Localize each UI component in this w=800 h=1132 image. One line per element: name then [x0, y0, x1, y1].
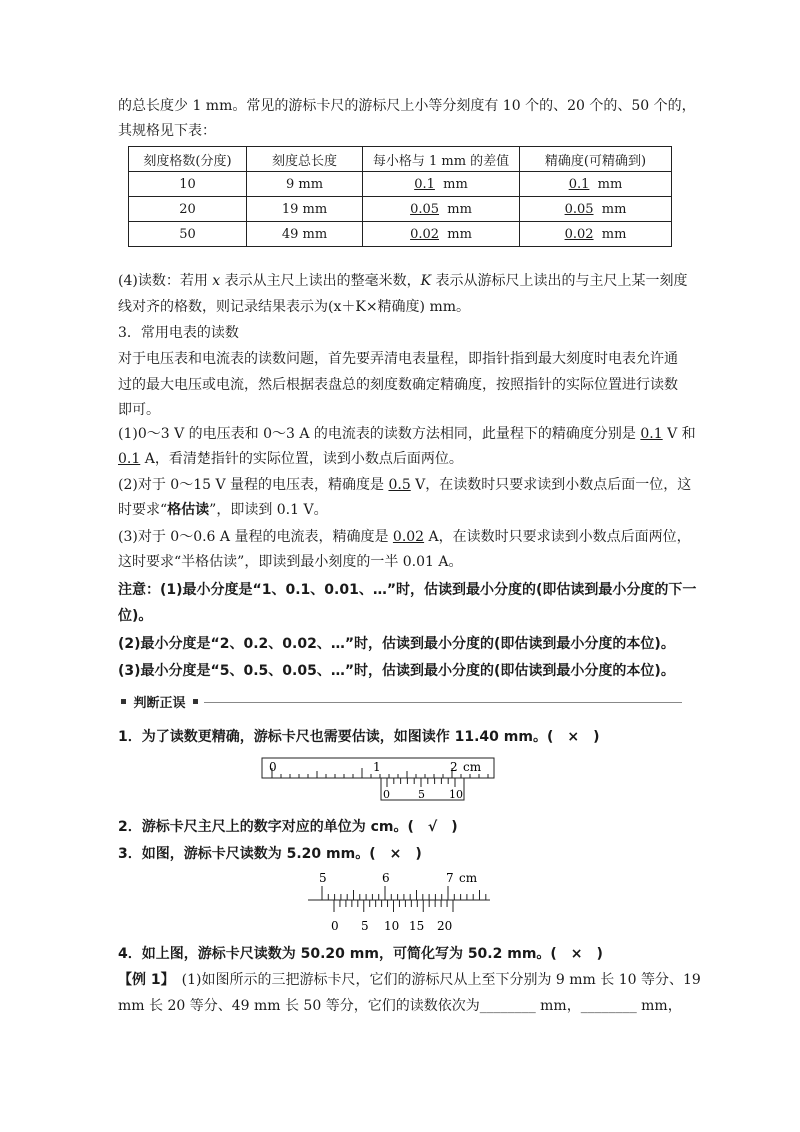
main-scale-label: 2: [450, 760, 458, 774]
answer-value: 0.02: [392, 529, 425, 545]
table-row: [129, 197, 672, 222]
item-1-line-2: [118, 449, 463, 469]
table-header: 刻度格数(分度): [129, 147, 247, 172]
precision-value: 0.02: [564, 226, 594, 242]
item-text: V，在读数时只要求读到小数点后面一位，这: [410, 477, 692, 493]
table-cell: 9 mm: [247, 172, 363, 197]
unit-label: cm: [463, 760, 482, 774]
table-cell: [363, 172, 520, 197]
table-cell: [520, 172, 672, 197]
unit: mm: [601, 201, 627, 217]
table-row: [129, 222, 672, 247]
unit: mm: [447, 201, 472, 217]
item-1-line-1: [118, 424, 696, 444]
variable-k: K: [420, 273, 432, 289]
reading-line-1: [118, 271, 688, 291]
vernier-caliper-figure-2: [308, 868, 493, 934]
item-text: (2)对于 0～15 V 量程的电压表，精确度是: [118, 477, 389, 493]
judge-question-3: 3．如图，游标卡尺读数为 5.20 mm。( × ): [118, 846, 422, 862]
vernier-scale-label: 20: [437, 919, 453, 933]
item-text: A，看清楚指针的实际位置，读到小数点后面两位。: [140, 451, 463, 467]
table-cell: [363, 222, 520, 247]
table-header-row: [129, 147, 672, 172]
example-text: (1)如图所示的三把游标卡尺，它们的游标尺从上至下分别为 9 mm 长 10 等分、19: [167, 972, 701, 988]
vernier-scale-label: 0: [383, 788, 390, 801]
unit: mm: [443, 176, 468, 192]
reading-text: (4)读数：若用: [118, 273, 213, 289]
reading-line-2: 线对齐的格数，则记录结果表示为(x＋K×精确度) mm。: [118, 299, 471, 315]
judge-question-2: 2．游标卡尺主尺上的数字对应的单位为 cm。( √ ): [118, 819, 458, 835]
item-text: ”，即读到 0.1 V。: [209, 502, 328, 518]
unit: mm: [601, 226, 627, 242]
paragraph-line: 对于电压表和电流表的读数问题，首先要弄清电表量程，即指针指到最大刻度时电表允许通: [118, 351, 678, 367]
emphasis-text: 格估读: [167, 502, 210, 518]
diff-value: 0.05: [410, 201, 440, 217]
item-text: V 和: [662, 426, 696, 442]
unit: mm: [447, 226, 472, 242]
item-text: (3)对于 0～0.6 A 量程的电流表，精确度是: [118, 529, 393, 545]
main-scale-label: 6: [382, 871, 390, 885]
intro-line-1: 的总长度少 1 mm。常见的游标卡尺的游标尺上小等分刻度有 10 个的、20 个的、50 个的，: [118, 98, 696, 114]
table-cell: [520, 197, 672, 222]
precision-value: 0.1: [568, 176, 590, 192]
item-2-line-1: [118, 475, 691, 495]
vernier-scale-label: 15: [409, 919, 425, 933]
table-cell: 19 mm: [247, 197, 363, 222]
unit-label: cm: [459, 871, 478, 885]
table-header: 每小格与 1 mm 的差值: [363, 147, 520, 172]
item-text: 时要求“: [118, 502, 168, 518]
judge-question-4: 4．如上图，游标卡尺读数为 50.20 mm，可简化写为 50.2 mm。( × ): [118, 946, 603, 962]
table-cell: 10: [129, 172, 247, 197]
item-text: (1)0～3 V 的电压表和 0～3 A 的电流表的读数方法相同，此量程下的精确度分别是: [118, 426, 641, 442]
table-header: 精确度(可精确到): [520, 147, 672, 172]
answer-value: 0.1: [640, 426, 663, 442]
answer-value: 0.5: [388, 477, 411, 493]
note-line-1b: 位)。: [118, 608, 153, 624]
table-cell: [520, 222, 672, 247]
vernier-scale-label: 10: [384, 919, 400, 933]
precision-value: 0.05: [564, 201, 594, 217]
example-1-line-1: [118, 970, 701, 990]
note-line-2: (2)最小分度是“2、0.2、0.02、…”时，估读到最小分度的(即估读到最小分度的本位)。: [118, 636, 675, 652]
example-tag: 【例 1】: [118, 972, 168, 988]
judge-section-header: [118, 692, 682, 712]
vernier-scale-label: 0: [331, 919, 339, 933]
table-row: [129, 172, 672, 197]
reading-text: 表示从游标尺上读出的与主尺上某一刻度: [431, 273, 688, 289]
main-scale-label: 7: [446, 871, 454, 885]
diff-value: 0.02: [410, 226, 440, 242]
main-scale-label: 1: [373, 760, 381, 774]
section-divider: [204, 702, 682, 703]
diff-value: 0.1: [414, 176, 435, 192]
main-scale-label: 0: [269, 760, 277, 774]
bullet-icon: [121, 699, 126, 704]
item-2-line-2: [118, 500, 328, 520]
paragraph-line: 即可。: [118, 402, 160, 418]
unit: mm: [597, 176, 623, 192]
table-cell: [363, 197, 520, 222]
vernier-scale-label: 5: [418, 788, 425, 801]
vernier-spec-table: [128, 146, 672, 247]
section-3-heading: 3．常用电表的读数: [118, 325, 239, 341]
intro-line-2: 其规格见下表：: [118, 123, 216, 139]
note-line-3: (3)最小分度是“5、0.5、0.05、…”时，估读到最小分度的(即估读到最小分度的本位)。: [118, 663, 675, 679]
section-title: 判断正误: [133, 696, 186, 711]
item-3-line-1: [118, 527, 691, 547]
example-1-line-2: mm 长 20 等分、49 mm 长 50 等分，它们的读数依次为________ mm，________ mm，: [118, 998, 682, 1014]
item-text: A，在读数时只要求读到小数点后面两位，: [424, 529, 691, 545]
table-header: 刻度总长度: [247, 147, 363, 172]
bullet-icon: [193, 699, 198, 704]
table-cell: 20: [129, 197, 247, 222]
vernier-caliper-figure-1: [256, 754, 501, 809]
item-3-line-2: 这时要求“半格估读”，即读到最小刻度的一半 0.01 A。: [118, 554, 463, 570]
main-scale-label: 5: [319, 871, 327, 885]
reading-text: 表示从主尺上读出的整毫米数，: [220, 273, 421, 289]
paragraph-line: 过的最大电压或电流，然后根据表盘总的刻度数确定精确度，按照指针的实际位置进行读数: [118, 377, 678, 393]
table-cell: 50: [129, 222, 247, 247]
vernier-scale-label: 10: [449, 788, 463, 801]
note-line-1: 注意：(1)最小分度是“1、0.1、0.01、…”时，估读到最小分度的(即估读到最小分度的下一: [118, 582, 697, 598]
variable-x: x: [212, 273, 221, 289]
judge-question-1: 1．为了读数更精确，游标卡尺也需要估读，如图读作 11.40 mm。( × ): [118, 729, 600, 745]
table-cell: 49 mm: [247, 222, 363, 247]
vernier-scale-label: 5: [361, 919, 369, 933]
answer-value: 0.1: [118, 451, 141, 467]
